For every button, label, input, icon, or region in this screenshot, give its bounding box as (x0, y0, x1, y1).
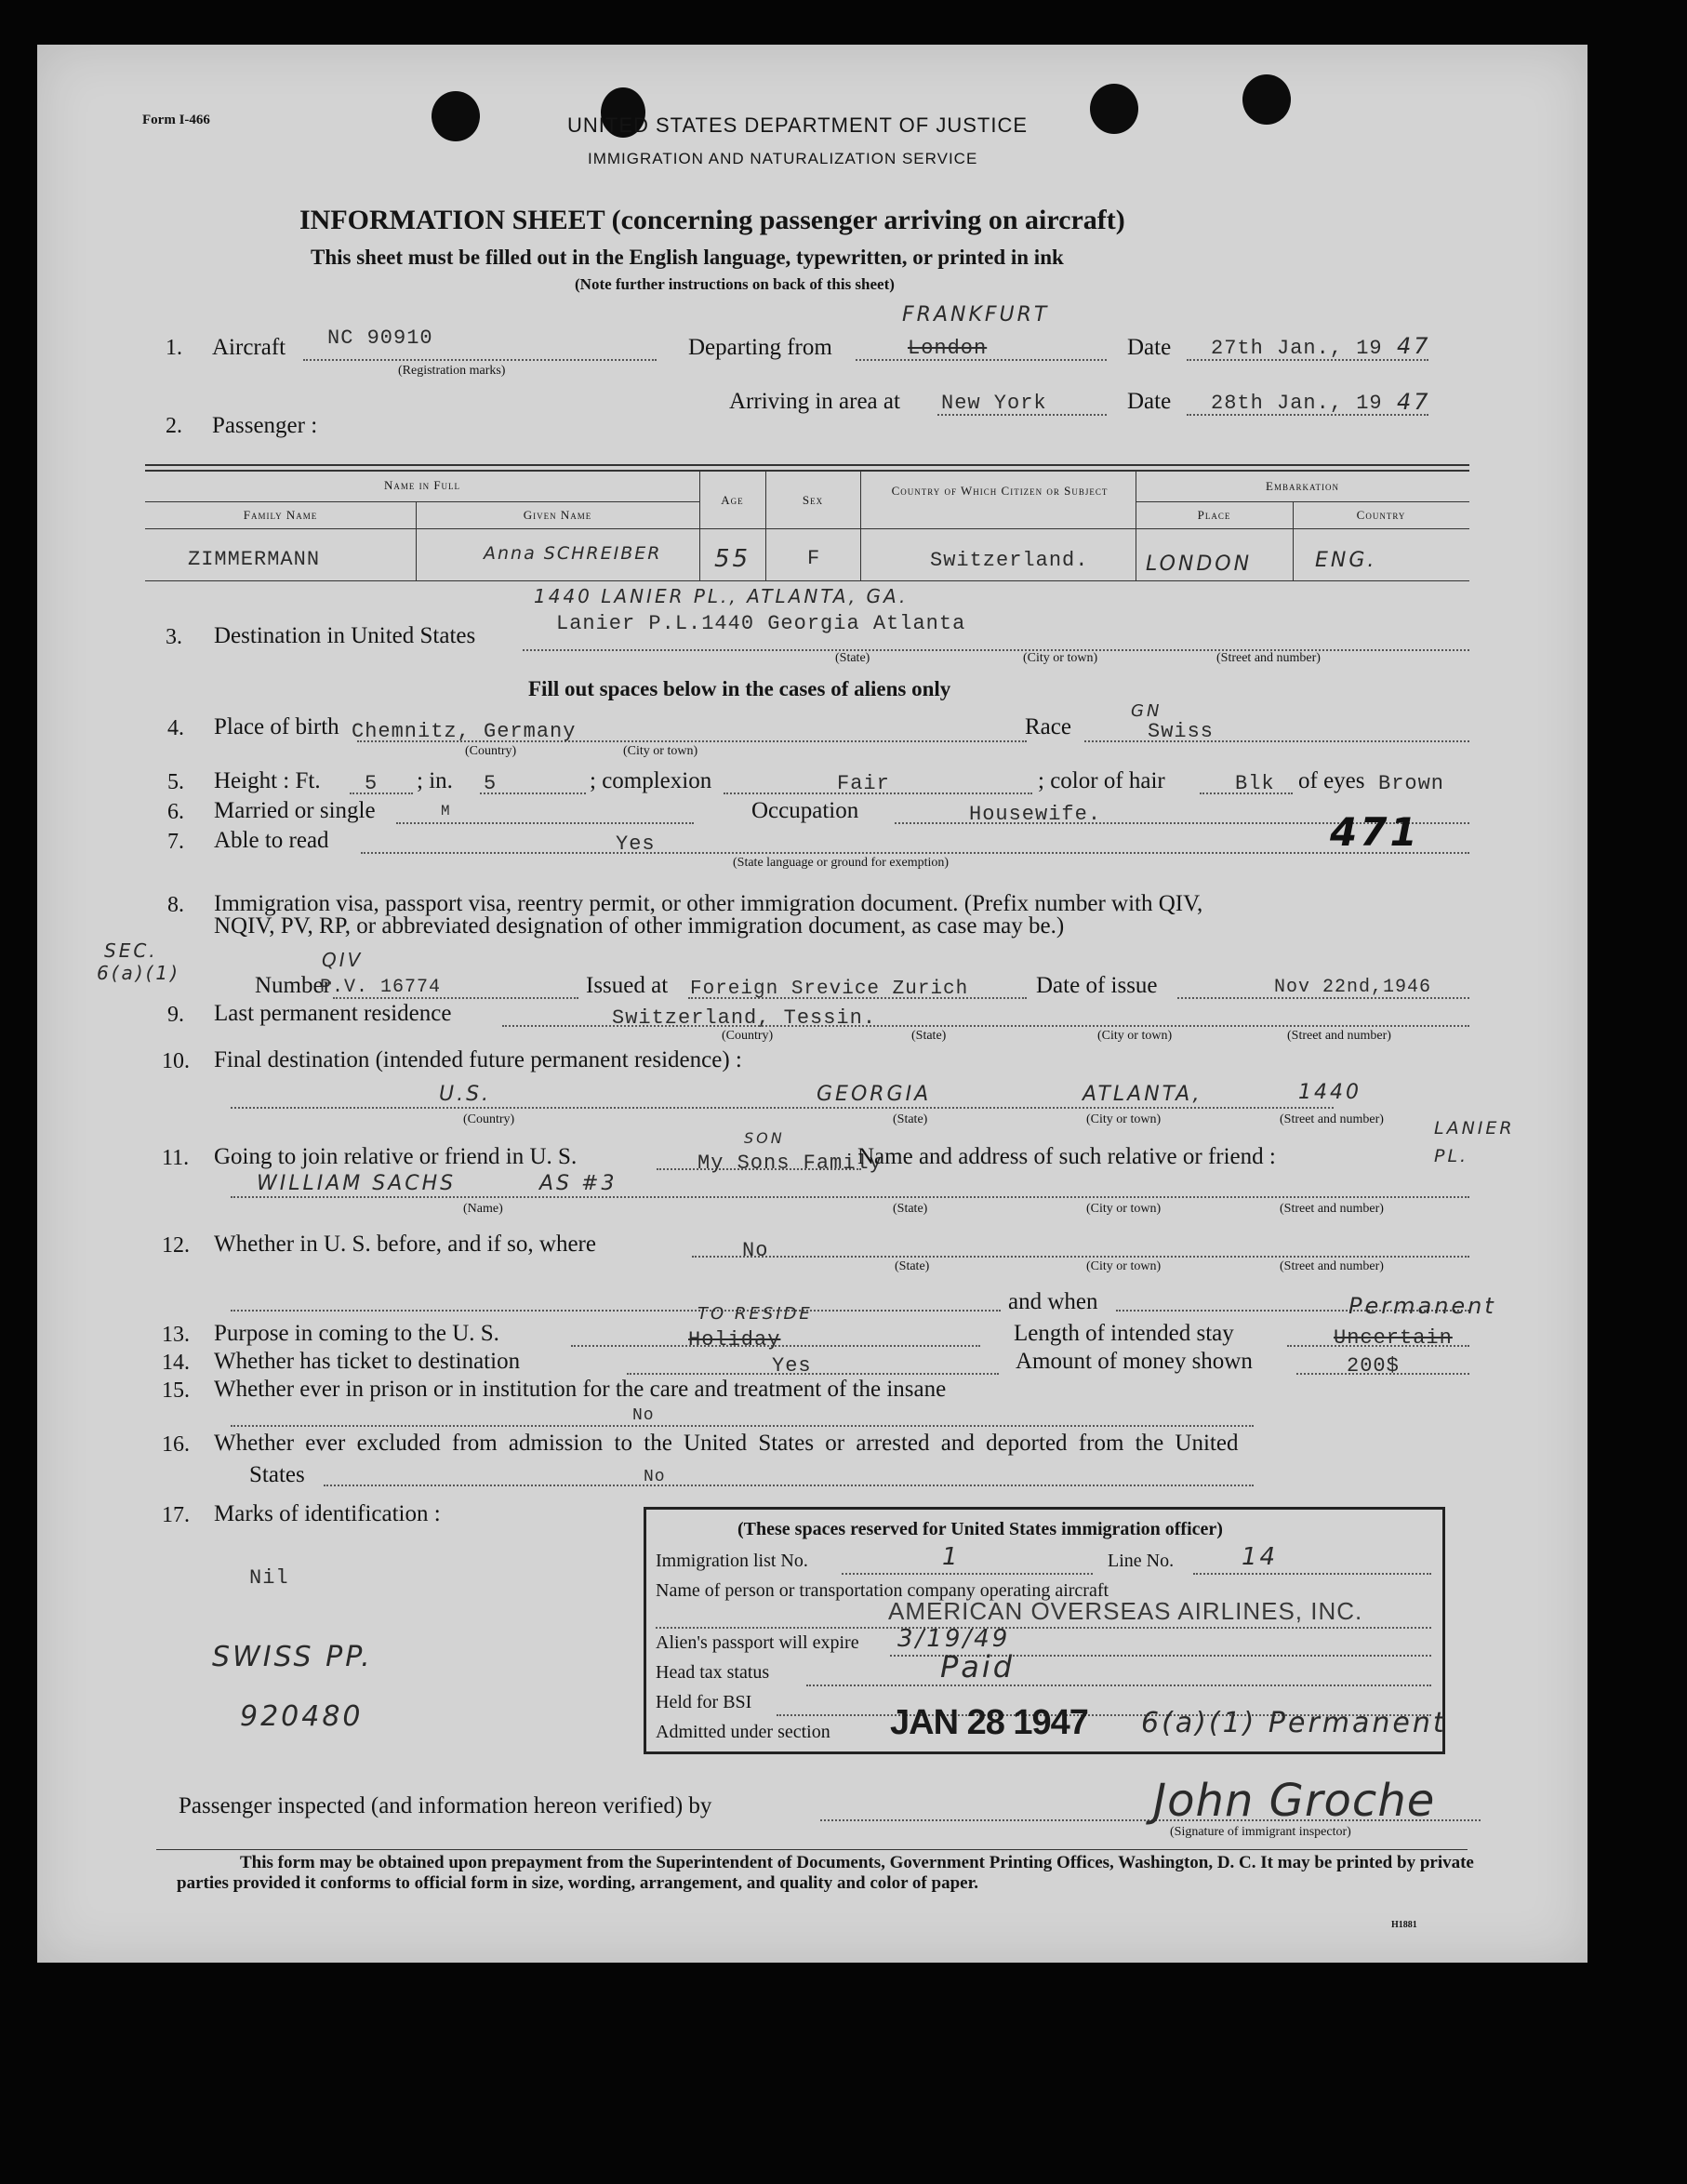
departing-handwritten: FRANKFURT (902, 303, 1050, 326)
item-number: 13. (162, 1323, 190, 1347)
sex: F (807, 547, 821, 570)
inspector-signature: John Groche (1153, 1775, 1436, 1827)
previous-us-when-label: and when (1008, 1289, 1098, 1314)
birth-sub-city: (City or town) (623, 744, 698, 758)
final-city: ATLANTA, (1083, 1083, 1202, 1106)
item-number: 16. (162, 1432, 190, 1457)
agency-line2: IMMIGRATION AND NATURALIZATION SERVICE (588, 150, 978, 167)
item-number: 2. (166, 414, 182, 438)
visa-margin-note1: SEC. (104, 939, 158, 962)
visa-text-line2: NQIV, PV, RP, or abbreviated designation of other immigration document, as case may be.) (214, 913, 1065, 939)
item-number: 8. (167, 893, 184, 917)
relative-value-hw: SON (744, 1129, 785, 1147)
prison-value: No (632, 1406, 655, 1425)
last-residence-sub-country: (Country) (722, 1029, 774, 1043)
race-label: Race (1025, 714, 1071, 739)
form-instruction1: This sheet must be filled out in the English language, typewritten, or printed in ink (311, 246, 1064, 269)
final-country: U.S. (439, 1083, 492, 1106)
read-label: Able to read (214, 828, 329, 853)
final-sub-state: (State) (893, 1112, 928, 1126)
prison-label: Whether ever in prison or in institution for the care and treatment of the insane (214, 1377, 947, 1402)
final-destination-label: Final destination (intended future permanent residence) : (214, 1047, 742, 1072)
last-residence-sub-city: (City or town) (1097, 1029, 1173, 1043)
marks-label: Marks of identification : (214, 1501, 441, 1526)
height-in: 5 (484, 772, 498, 795)
read-value: Yes (616, 832, 656, 856)
item-number: 5. (167, 770, 184, 794)
punch-hole (432, 91, 480, 141)
aircraft-date-label: Date (1127, 335, 1172, 360)
visa-text-line1: Immigration visa, passport visa, reentry permit, or other immigration document. (Prefix number with QIV, (214, 891, 1203, 916)
occupation-mark: 471 (1330, 809, 1420, 855)
form-title: INFORMATION SHEET (concerning passenger arriving on aircraft) (299, 205, 1125, 235)
destination-typed: Lanier P.L.1440 Georgia Atlanta (556, 612, 966, 635)
visa-margin-note2: 6(a)(1) (97, 962, 180, 984)
excluded-label-line2: States (249, 1462, 305, 1487)
relative-address: AS #3 (539, 1172, 618, 1195)
departing-label: Departing from (688, 335, 832, 360)
footer-text: This form may be obtained upon prepayment from the Superintendent of Documents, Government Printing Offices, Washington, D. C. It may be printed by private parties provided it conforms to official form in size, wording, arrangement, and quality and color of paper. (177, 1853, 1474, 1893)
form-number: Form I-466 (142, 113, 210, 127)
married-value: M (441, 803, 451, 819)
read-sub: (State language or ground for exemption) (733, 856, 950, 870)
item-number: 10. (162, 1049, 190, 1073)
complexion-label: ; complexion (590, 768, 712, 793)
aircraft-date-year: 47 (1397, 333, 1431, 359)
last-residence-sub-street: (Street and number) (1287, 1029, 1391, 1043)
married-label: Married or single (214, 798, 376, 823)
passenger-label: Passenger : (212, 413, 318, 438)
item-number: 4. (167, 716, 184, 740)
given-name: Anna SCHREIBER (484, 543, 662, 564)
th-age: Age (721, 493, 744, 507)
previous-us-sub-state: (State) (895, 1259, 930, 1273)
birth-sub-country: (Country) (465, 744, 517, 758)
th-name-in-full: Name in Full (383, 478, 461, 492)
form-instruction2: (Note further instructions on back of this sheet) (575, 275, 895, 293)
money-value: 200$ (1347, 1354, 1400, 1378)
item-number: 9. (167, 1003, 184, 1027)
purpose-label: Purpose in coming to the U. S. (214, 1321, 499, 1346)
aircraft-label: Aircraft (212, 335, 286, 360)
previous-us-sub-street: (Street and number) (1280, 1259, 1384, 1273)
aliens-heading: Fill out spaces below in the cases of aliens only (528, 677, 951, 700)
visa-date: Nov 22nd,1946 (1274, 977, 1432, 998)
line-value: 14 (1242, 1543, 1279, 1571)
expire-label: Alien's passport will expire (656, 1632, 859, 1653)
marks-note1: SWISS PP. (212, 1641, 373, 1673)
inspection-label: Passenger inspected (and information hereon verified) by (179, 1793, 712, 1818)
embark-place: LONDON (1146, 553, 1253, 576)
relative-label: Going to join relative or friend in U. S. (214, 1144, 578, 1169)
last-residence-label: Last permanent residence (214, 1001, 452, 1026)
aircraft-sublabel: (Registration marks) (398, 364, 506, 378)
occupation-label: Occupation (751, 798, 859, 823)
th-place: Place (1197, 508, 1231, 522)
last-residence-value: Switzerland, Tessin. (612, 1006, 877, 1030)
item-number: 12. (162, 1233, 190, 1258)
final-sub-country: (Country) (463, 1112, 515, 1126)
relative-sub-city: (City or town) (1086, 1202, 1162, 1216)
section-value: 6(a)(1) Permanent (1141, 1707, 1447, 1739)
stay-handwritten: Permanent (1348, 1293, 1496, 1319)
destination-handwritten: 1440 LANIER PL., ATLANTA, GA. (534, 585, 909, 607)
officer-box-heading: (These spaces reserved for United States immigration officer) (737, 1519, 1223, 1539)
previous-us-sub-city: (City or town) (1086, 1259, 1162, 1273)
relative-label2: Name and address of such relative or friend : (857, 1144, 1276, 1169)
previous-us-value: No (742, 1239, 769, 1262)
form-sheet (37, 45, 1587, 1963)
final-sub-city: (City or town) (1086, 1112, 1162, 1126)
arriving-value: New York (941, 392, 1047, 415)
race-handwritten: GN (1131, 701, 1162, 721)
aircraft-date: 27th Jan., 19 (1211, 337, 1383, 360)
list-value: 1 (942, 1543, 961, 1571)
passenger-date: 28th Jan., 19 (1211, 392, 1383, 415)
item-number: 14. (162, 1351, 190, 1375)
destination-sub-state: (State) (835, 651, 870, 665)
hair-label: ; color of hair (1038, 768, 1165, 793)
race-typed: Swiss (1148, 720, 1215, 743)
eyes-label: of eyes (1298, 768, 1365, 793)
citizen-of: Switzerland. (930, 549, 1089, 572)
visa-number-prefix: QIV (322, 949, 364, 971)
agency-line1: UNITED STATES DEPARTMENT OF JUSTICE (567, 113, 1029, 137)
relative-name: WILLIAM SACHS (257, 1172, 457, 1195)
th-given-name: Given Name (523, 508, 592, 522)
marks-value: Nil (249, 1566, 289, 1590)
embark-country: ENG. (1315, 549, 1377, 572)
expire-value: 3/19/49 (897, 1625, 1011, 1653)
passenger-date-year: 47 (1397, 389, 1431, 415)
item-number: 11. (162, 1146, 190, 1170)
hair: Blk (1235, 772, 1275, 795)
bsi-label: Held for BSI (656, 1692, 752, 1712)
th-sex: Sex (802, 493, 824, 507)
section-label: Admitted under section (656, 1722, 830, 1742)
item-number: 6. (167, 800, 184, 824)
complexion: Fair (837, 772, 890, 795)
item-number: 7. (167, 830, 184, 854)
th-country2: Country (1356, 508, 1406, 522)
visa-number: P.V. 16774 (320, 977, 442, 998)
previous-us-label: Whether in U. S. before, and if so, where (214, 1232, 596, 1257)
destination-sub-city: (City or town) (1023, 651, 1098, 665)
item-number: 1. (166, 336, 182, 360)
list-label: Immigration list No. (656, 1551, 808, 1571)
final-sub-street: (Street and number) (1280, 1112, 1384, 1126)
departing-typed: London (908, 337, 988, 360)
th-embarkation: Embarkation (1266, 479, 1339, 493)
visa-number-label: Number (255, 973, 331, 998)
height-in-label: ; in. (417, 768, 453, 793)
purpose-handwritten: TO RESIDE (697, 1304, 813, 1324)
money-label: Amount of money shown (1016, 1349, 1253, 1374)
ticket-value: Yes (772, 1354, 812, 1378)
final-street-extra: LANIER PL. (1434, 1118, 1515, 1166)
birth-label: Place of birth (214, 714, 339, 739)
ticket-label: Whether has ticket to destination (214, 1349, 521, 1374)
item-number: 3. (166, 625, 182, 649)
purpose-typed: Holiday (688, 1328, 781, 1352)
tax-value: Paid (940, 1649, 1016, 1685)
aircraft-value: NC 90910 (327, 326, 433, 350)
height-ft: 5 (365, 772, 379, 795)
age: 55 (714, 545, 751, 573)
relative-value-typed: My Sons Family (697, 1152, 883, 1175)
footer-code: H1881 (1391, 1920, 1417, 1930)
line-label: Line No. (1108, 1551, 1175, 1571)
visa-issued: Foreign Srevice Zurich (690, 979, 969, 1000)
th-country: Country of Which Citizen or Subject (891, 484, 1109, 498)
th-family-name: Family Name (243, 508, 318, 522)
last-residence-sub-state: (State) (911, 1029, 947, 1043)
arriving-label: Arriving in area at (729, 389, 900, 414)
punch-hole (1242, 74, 1291, 125)
tax-label: Head tax status (656, 1662, 770, 1683)
eyes: Brown (1378, 772, 1445, 795)
stay-typed: Uncertain (1334, 1326, 1453, 1350)
family-name: ZIMMERMANN (188, 548, 321, 571)
birth-value: Chemnitz, Germany (352, 720, 577, 743)
relative-sub-name: (Name) (463, 1202, 503, 1216)
height-ft-label: Height : Ft. (214, 768, 321, 793)
destination-sub-street: (Street and number) (1216, 651, 1321, 665)
item-number: 15. (162, 1378, 190, 1403)
stamp-date: JAN 28 1947 (890, 1703, 1088, 1742)
relative-sub-state: (State) (893, 1202, 928, 1216)
passenger-date-label: Date (1127, 389, 1172, 414)
punch-hole (1090, 84, 1138, 134)
item-number: 17. (162, 1503, 190, 1527)
inspection-sub: (Signature of immigrant inspector) (1170, 1825, 1351, 1839)
officer-box (644, 1507, 1445, 1754)
relative-sub-street: (Street and number) (1280, 1202, 1384, 1216)
excluded-label-line1: Whether ever excluded from admission to the United States or arrested and deported from the United (214, 1431, 1239, 1456)
excluded-value: No (644, 1468, 666, 1486)
destination-label: Destination in United States (214, 623, 476, 648)
company-label: Name of person or transportation company operating aircraft (656, 1580, 1109, 1601)
marks-note2: 920480 (240, 1700, 364, 1733)
stay-label: Length of intended stay (1014, 1321, 1234, 1346)
final-state: GEORGIA (817, 1083, 932, 1106)
company-value: AMERICAN OVERSEAS AIRLINES, INC. (888, 1597, 1363, 1625)
visa-issued-label: Issued at (586, 973, 669, 998)
visa-date-label: Date of issue (1036, 973, 1158, 998)
final-street: 1440 (1298, 1081, 1362, 1104)
occupation: Housewife. (969, 803, 1102, 826)
